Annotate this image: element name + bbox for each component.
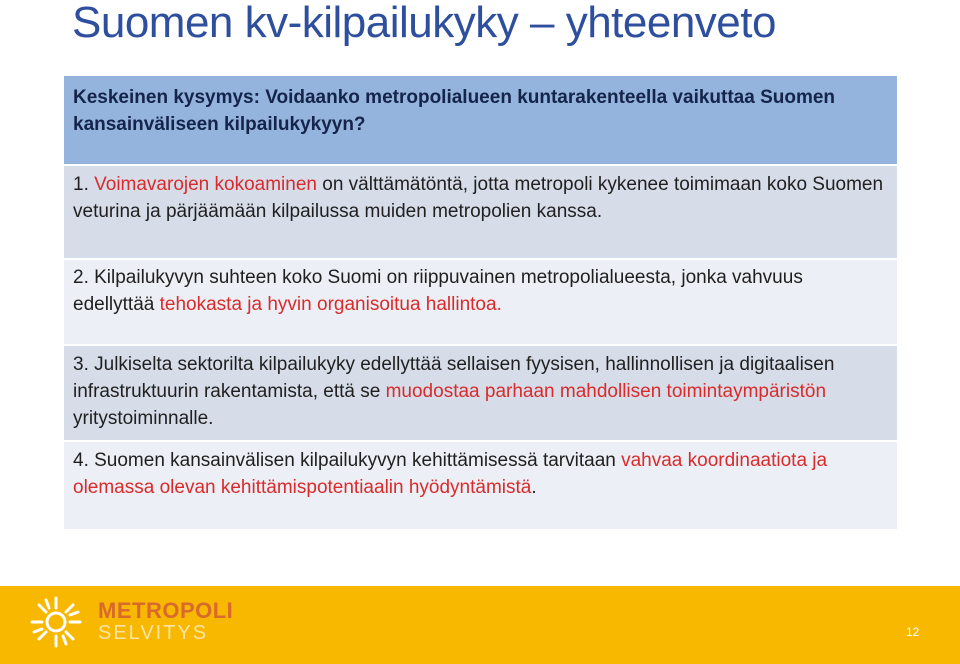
point-4-text: 4. Suomen kansainvälisen kilpailukyvyn kehittämisessä tarvitaan xyxy=(73,450,622,471)
point-3-rest: yritystoiminnalle. xyxy=(73,408,214,429)
point-3-highlight: muodostaa parhaan mahdollisen toimintaympäristön xyxy=(385,381,827,402)
point-2-text: 2. Kilpailukyvyn suhteen koko Suomi on riippuvainen metropolialueesta, jonka vahvuus edellyttää xyxy=(73,267,803,315)
point-2-highlight: tehokasta ja hyvin organisoitua hallintoa. xyxy=(159,294,502,315)
point-3-text: 3. Julkiselta sektorilta kilpailukyky edellyttää sellaisen fyysisen, hallinnollisen ja digitaalisen infrastruktuurin rakentamista, että se xyxy=(73,354,835,402)
summary-table xyxy=(64,76,897,529)
point-4-highlight: vahvaa koordinaatiota ja olemassa olevan kehittämispotentiaalin hyödyntämistä xyxy=(73,450,828,498)
slide-title: Suomen kv-kilpailukyky – yhteenveto xyxy=(72,0,776,47)
point-4-rest: . xyxy=(531,477,537,498)
point-4 xyxy=(64,440,897,529)
point-1-rest: on välttämätöntä, jotta metropoli kykenee toimimaan koko Suomen veturina ja pärjäämään kilpailussa muiden metropolien kanssa. xyxy=(73,174,884,222)
point-1-highlight: Voimavarojen kokoaminen xyxy=(94,174,317,195)
logo-text-selvitys: SELVITYS xyxy=(98,622,209,644)
point-2 xyxy=(64,258,897,344)
point-1-prefix: 1. xyxy=(73,174,95,195)
point-3 xyxy=(64,344,897,440)
footer-bar xyxy=(0,586,960,664)
sunburst-logo-icon xyxy=(28,594,84,650)
point-1 xyxy=(64,164,897,258)
page-number: 12 xyxy=(906,625,920,639)
logo-text-metropoli: METROPOLI xyxy=(98,598,234,623)
key-question: Keskeinen kysymys: Voidaanko metropolialueen kuntarakenteella vaikuttaa Suomen kansainväliseen kilpailukykyyn? xyxy=(64,76,897,164)
